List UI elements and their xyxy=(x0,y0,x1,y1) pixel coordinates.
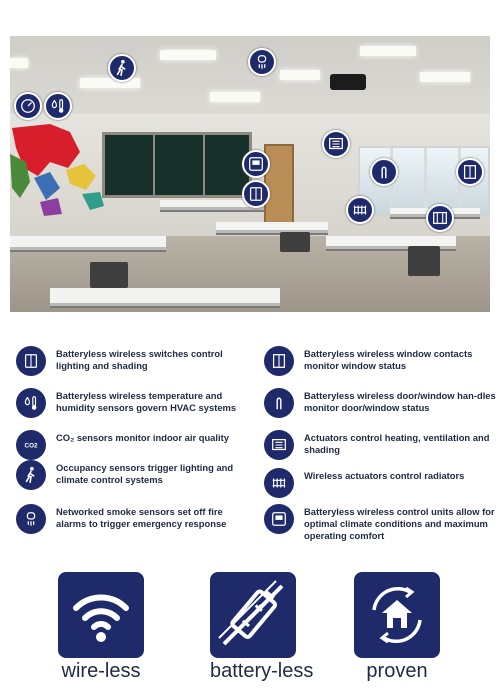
ceiling xyxy=(10,36,490,116)
smoke-detector-icon[interactable] xyxy=(248,48,276,76)
thermometer-icon[interactable] xyxy=(14,92,42,120)
window-contact-icon[interactable] xyxy=(456,158,484,186)
radiator-icon xyxy=(264,468,294,498)
desk xyxy=(50,288,280,306)
batteryless-label: battery-less xyxy=(210,660,314,682)
wireless-label: wire-less xyxy=(61,660,141,682)
wireless-badge xyxy=(58,572,144,683)
co2-sensor-icon xyxy=(16,430,46,460)
proven-badge xyxy=(354,572,440,683)
feature-item xyxy=(16,430,248,460)
feature-item xyxy=(16,346,248,376)
badge-row xyxy=(0,572,500,700)
humidity-icon[interactable] xyxy=(44,92,72,120)
feature-text: Actuators control heating, ventilation and shading xyxy=(304,432,490,455)
door xyxy=(264,144,294,226)
feature-text: Batteryless wireless door/window han-dles monitor door/window status xyxy=(304,390,496,413)
window-contact-icon xyxy=(264,346,294,376)
classroom-image xyxy=(10,36,490,312)
ceiling-light xyxy=(160,50,216,60)
feature-item xyxy=(16,504,248,534)
svg-text:CO2: CO2 xyxy=(24,442,38,450)
ceiling-light xyxy=(280,70,320,80)
crossed-battery-icon xyxy=(210,572,296,658)
door-handle-icon[interactable] xyxy=(370,158,398,186)
ventilation-icon[interactable] xyxy=(426,204,454,232)
desk xyxy=(10,236,166,250)
switch-icon xyxy=(16,346,46,376)
feature-item xyxy=(16,388,248,418)
feature-item xyxy=(264,388,496,418)
chair xyxy=(280,232,310,252)
actuator-icon xyxy=(264,430,294,460)
feature-item xyxy=(16,460,248,490)
house-cycle-icon xyxy=(354,572,440,658)
smoke-detector-icon xyxy=(16,504,46,534)
feature-text: CO₂ sensors monitor indoor air quality xyxy=(56,432,229,443)
feature-text: Batteryless wireless temperature and humidity sensors govern HVAC systems xyxy=(56,390,237,413)
desk xyxy=(216,222,328,233)
feature-text: Batteryless wireless window contacts monitor window status xyxy=(304,348,473,371)
thermometer-humidity-icon xyxy=(16,388,46,418)
feature-text: Batteryless wireless switches control lighting and shading xyxy=(56,348,223,371)
climate-control-unit-icon[interactable] xyxy=(242,150,270,178)
walking-person-icon[interactable] xyxy=(108,54,136,82)
ceiling-light xyxy=(360,46,416,56)
radiator-icon[interactable] xyxy=(346,196,374,224)
feature-item xyxy=(264,504,496,542)
actuator-icon[interactable] xyxy=(322,130,350,158)
feature-text: Networked smoke sensors set off fire alarms to trigger emergency response xyxy=(56,506,227,529)
feature-text: Occupancy sensors trigger lighting and climate control systems xyxy=(56,462,234,485)
ceiling-light xyxy=(210,92,260,102)
ceiling-light xyxy=(10,58,28,68)
chair xyxy=(408,246,440,276)
projector xyxy=(330,74,366,90)
chair xyxy=(90,262,128,288)
feature-text: Wireless actuators control radiators xyxy=(304,470,465,481)
world-map xyxy=(10,118,106,218)
chalkboard xyxy=(102,132,252,198)
feature-item xyxy=(264,468,496,498)
wifi-icon xyxy=(58,572,144,658)
proven-label: proven xyxy=(366,660,428,682)
walking-person-icon xyxy=(16,460,46,490)
feature-item xyxy=(264,346,496,376)
ceiling-light xyxy=(420,72,470,82)
feature-item xyxy=(264,430,496,460)
door-handle-icon xyxy=(264,388,294,418)
ceiling-light xyxy=(80,78,140,88)
climate-control-unit-icon xyxy=(264,504,294,534)
feature-text: Batteryless wireless control units allow for optimal climate conditions and maximum operating comfort xyxy=(304,506,495,541)
batteryless-badge xyxy=(210,572,314,683)
switch-icon[interactable] xyxy=(242,180,270,208)
